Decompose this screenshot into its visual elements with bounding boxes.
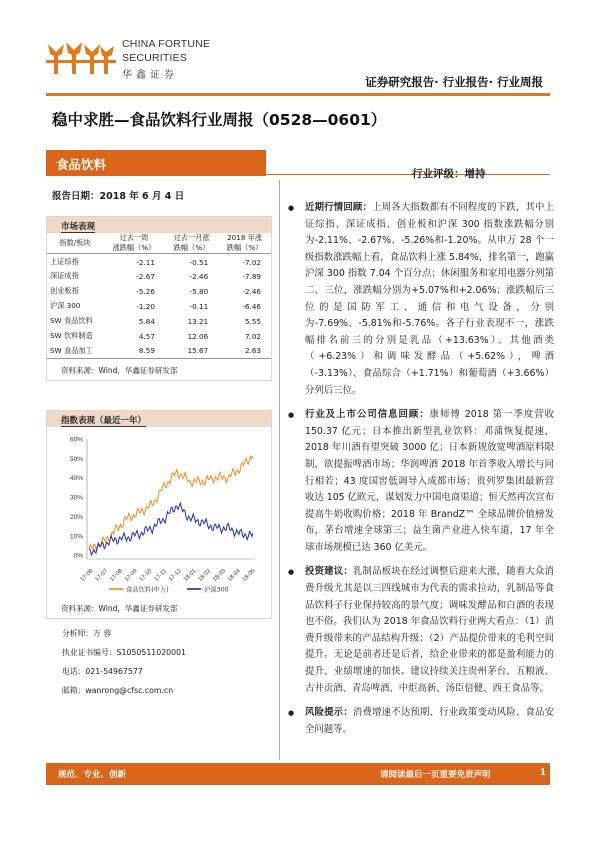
x-tick-label: 18-05: [241, 568, 257, 583]
table-source-note: 资料来源：Wind，华鑫证券研发部: [61, 366, 178, 375]
analyst-email: 邮箱：wanrong@cfsc.com.cn: [62, 686, 174, 695]
y-tick-label: 50%: [69, 455, 83, 463]
y-tick-label: 40%: [69, 475, 83, 483]
table-row: 上证综指 -2.11 -0.51 -7.02: [50, 257, 261, 267]
footer-slogan: 规范、专业、创新: [58, 770, 127, 780]
logo-english-line1: CHINA FORTUNE: [122, 38, 211, 50]
table-header-row: [47, 233, 271, 254]
logo-english-line2: SECURITIES: [122, 52, 188, 64]
logo-chinese-name: 华鑫证券: [122, 70, 178, 81]
market-performance-header: 市场表现: [47, 217, 271, 233]
analyst-name: 分析师：万 蓉: [62, 629, 112, 638]
analyst-cert: 执业证书编号：S1050511020001: [62, 648, 187, 657]
market-performance-box: [46, 216, 272, 381]
x-tick-label: 17-06: [79, 568, 95, 583]
x-tick-label: 17-10: [138, 568, 154, 583]
x-tick-label: 17-09: [123, 568, 139, 583]
index-chart-box: [46, 410, 272, 619]
table-header-cell: 过去一周 涨跌幅（%）: [103, 233, 165, 254]
index-chart-header: 指数表现（最近一年）: [47, 411, 271, 427]
x-tick-label: 18-02: [197, 568, 213, 583]
table-row: SW 饮料制造 4.57 12.06 7.02: [50, 331, 261, 341]
bullet-investment-advice: ● 投资建议：乳制品板块在经过调整后迎来大涨，随着大众消费升级尤其是以三四线城市为代表的需求拉动，乳制品等食品饮料子行业保持较高的景气度；调味发酵品和白酒的表现也不俗。我们认为 2018 年食品饮料行业两大看点：（1）消费升级带来的产品结构升级；（2）产品提价带来的毛利空间提升。无论是前者还是后者，给企业带来的都是盈利能力的提升、业绩增速的加快。建议持续关注贵州茅台、五粮液、古井贡酒、青岛啤酒、中炬高新、汤臣倍健、西王食品等。: [288, 564, 554, 697]
table-row: 沪深 300 -1.20 -0.11 -6.46: [50, 301, 261, 311]
table-header-cell: 指数/板块: [47, 233, 103, 254]
y-tick-label: 20%: [69, 513, 83, 521]
page-number: 1: [540, 768, 546, 778]
summary-column: [288, 200, 554, 746]
bullet-risk-warning: ● 风险提示：消费增速不达预期、行业政策变动风险、食品安全问题等。: [288, 705, 554, 738]
bullet-industry-news: ● 行业及上市公司信息回顾：康师傅 2018 第一季度营收 150.37 亿元；日本推出新型乳业饮料：邓蒲恢复提速，2018 年川酒有望突破 3000 亿；日本新规放宽啤酒原料限制，欲提振啤酒市场；华润啤酒 2018 年首季收入增长与同行相若；43 度国窖低调导入成都市场；贵列罗集团最新营收达 105 亿欧元，谋划发力中国电商渠道；恒天然再次宣布提高牛奶收购价格；2018 年 BrandZ™ 全球品牌价值榜发布，茅台增速全球第三；益生菌产业进入快车道，17 年全球市场规模已达 360 亿美元。: [288, 407, 554, 556]
y-tick-label: 10%: [69, 533, 83, 541]
column-divider: [279, 180, 280, 760]
y-tick-label: 0%: [73, 552, 83, 560]
analyst-info: [62, 624, 186, 700]
series-line-0: [89, 456, 253, 550]
x-tick-label: 17-11: [153, 568, 169, 583]
index-chart: [47, 427, 271, 597]
series-line-1: [89, 503, 253, 555]
table-row: 深证成指 -2.67 -2.46 -7.89: [50, 271, 261, 281]
index-line-chart: [47, 427, 271, 597]
page-header: [0, 0, 595, 100]
y-tick-label: 30%: [69, 494, 83, 502]
page-footer: [46, 763, 550, 785]
x-tick-label: 18-03: [212, 568, 227, 583]
x-tick-label: 17-07: [94, 568, 110, 583]
table-header-cell: 2018 年涨 跌幅（%）: [218, 233, 271, 254]
legend-label: 沪深300: [204, 586, 229, 594]
x-tick-label: 17-12: [168, 568, 183, 583]
table-header-cell: 过去一月涨 跌幅（%）: [165, 233, 218, 254]
table-row: SW 食品加工 8.59 15.67 2.63: [47, 344, 271, 359]
x-tick-label: 17-08: [109, 568, 124, 583]
footer-disclaimer: 请阅读最后一页重要免责声明: [380, 770, 491, 780]
sector-divider: [266, 174, 550, 175]
chart-source-note: 资料来源：Wind，华鑫证券研发部: [61, 604, 178, 613]
left-sidebar: [46, 180, 266, 735]
x-tick-label: 18-04: [226, 568, 242, 583]
sector-label: 食品饮料: [56, 157, 107, 172]
industry-rating: 行业评级：增持: [412, 168, 486, 180]
report-date: 报告日期：2018 年 6 月 4 日: [52, 191, 185, 202]
y-tick-label: 60%: [69, 436, 83, 444]
analyst-phone: 电话：021-54967577: [62, 667, 143, 676]
table-row: SW 食品饮料 5.84 13.21 5.55: [50, 316, 261, 326]
market-performance-table: [47, 233, 271, 359]
china-fortune-logo-icon: [46, 36, 116, 76]
x-tick-label: 18-01: [182, 568, 198, 583]
bullet-market-review: ● 近期行情回顾：上周各大指数都有不同程度的下跌，其中上证综指、深证成指、创业板和沪深 300 指数涨跌幅分别为-2.11%、-2.67%、-5.26%和-1.20%。从申万 28 个一级指数涨跌幅上看，食品饮料上涨 5.84%，排名第一，跑赢沪深 300 指数 7.04 个百分点；休闲服务和家用电器分列第二、三位，涨跌幅分别为+5.07%和+2.06%；涨跌幅后三位的是国防军工、通信和电气设备，分别为-7.69%、-5.81%和-5.76%。各子行业表现不一，涨跌幅排名前三的分别是乳品（+13.63%）、其他酒类（+6.23%）和调味发酵品（+5.62%），啤酒（-3.13%）、食品综合（+1.71%）和葡萄酒（+3.66%）分列后三位。: [288, 200, 554, 399]
report-type-label: 证券研究报告· 行业报告· 行业周报: [365, 75, 543, 89]
header-divider: [46, 93, 550, 96]
table-row: 创业板指 -5.26 -5.80 -2.46: [50, 286, 261, 296]
report-title: 稳中求胜—食品饮料行业周报（0528—0601）: [52, 111, 387, 129]
legend-label: 食品饮料(申万): [126, 586, 169, 594]
sector-banner: [46, 150, 266, 176]
